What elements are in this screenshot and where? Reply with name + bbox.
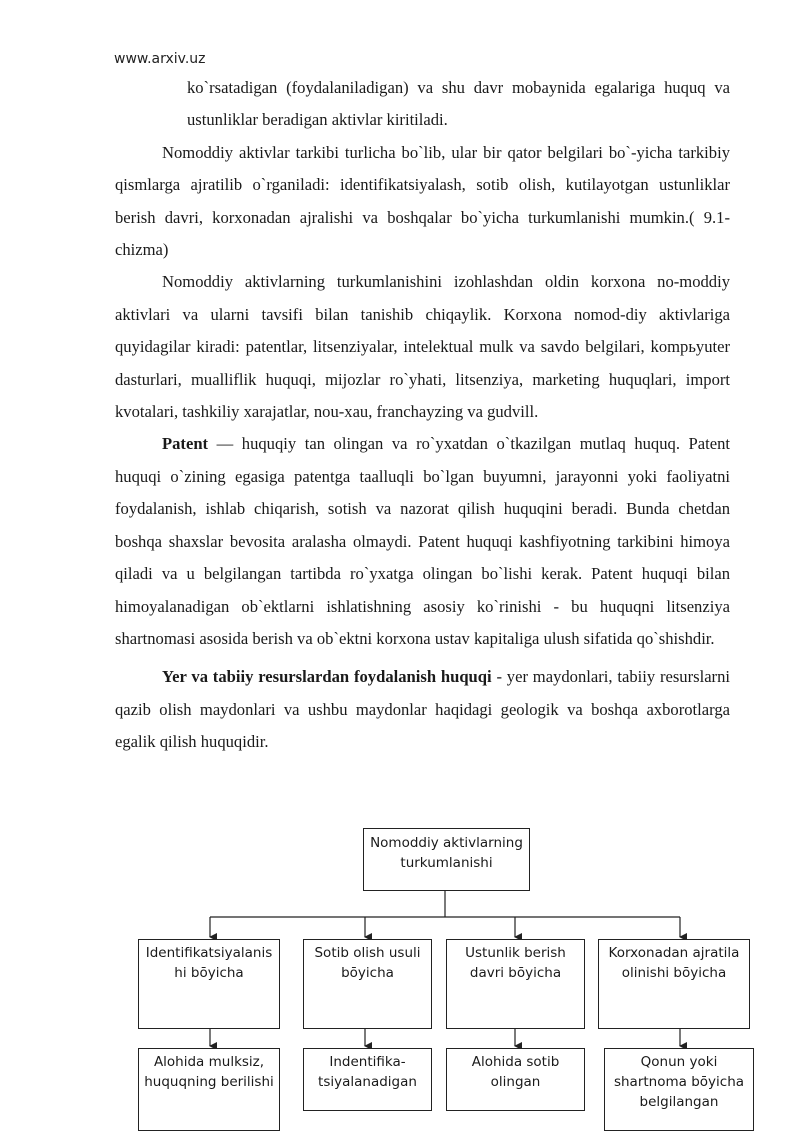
subitem-box-purchased: Alohida sotib olingan [446, 1048, 585, 1111]
paragraph-land-rights [115, 661, 730, 758]
term-patent: Patent [162, 434, 209, 454]
paragraph-patent [115, 428, 730, 655]
category-box-identification: Identifikatsiyalanis hi bо̄yicha [138, 939, 280, 1029]
site-watermark: www.arxiv.uz [114, 51, 206, 67]
patent-definition: — huquqiy tan olingan va ro`yxatdan o`tkazilgan mutlaq huquq. Patent huquqi o`zining egasiga patentga taalluqli bo`lgan buyumni, jarayonni yoki faoliyatni foydalanish, ishlab chiqarish, sotish va nazorat qilish huquqini beradi. Bunda chetdan boshqa shaxslar bevosita aralasha olmaydi. Patent huquqi kashfiyotning tarkibini himoya qiladi va u belgilangan tartibda ro`yxatga olingan bo`lishi kerak. Patent huquqi bilan himoyalanadigan ob`ektlarni ishlatishning asosiy ko`rinishi - bu huquqni litsenziya shartnomasi asosida berish va ob`ektni korxona ustav kapitaliga ulush sifatida qo`shishdir. [115, 434, 730, 648]
category-box-benefit-period: Ustunlik berish davri bо̄yicha [446, 939, 585, 1029]
subitem-box-legal-contract: Qonun yoki shartnoma bо̄yicha belgilangan [604, 1048, 754, 1131]
document-body [115, 72, 730, 759]
category-box-acquisition: Sotib olish usuli bо̄yicha [303, 939, 432, 1029]
subitem-box-identifiable: Indentifika-tsiyalanadigan [303, 1048, 432, 1111]
paragraph-continuation: ko`rsatadigan (foydalaniladigan) va shu davr mobaynida egalariga huquq va ustunliklar beradigan aktivlar kiritiladi. [187, 78, 730, 130]
land-rights-definition: - yer maydonlari, tabiiy resurslarni qazib olish maydonlari va ushbu maydonlar haqidagi geologik va boshqa axborotlarga egalik qilish huquqidir. [115, 667, 730, 752]
diagram-root-box: Nomoddiy aktivlarning turkumlanishi [363, 828, 530, 891]
subitem-box-rights-transfer: Alohida mulksiz, huquqning berilishi [138, 1048, 280, 1131]
category-box-separability: Korxonadan ajratila olinishi bо̄yicha [598, 939, 750, 1029]
paragraph-intangible-list: Nomoddiy aktivlarning turkumlanishini izohlashdan oldin korxona no-moddiy aktivlari va ularni tavsifi bilan tanishib chiqaylik. Korxona nomod-diy aktivlariga quyidagilar kiradi: patentlar, litsenziyalar, intelektual mulk va savdo belgilari, kompьyuter dasturlari, mualliflik huquqi, mijozlar ro`yhati, litsenziya, marketing huquqlari, import kvotalari, tashkiliy xarajatlar, nou-xau, franchayzing va gudvill. [115, 272, 730, 422]
term-land-rights: Yer va tabiiy resurslardan foydalanish huquqi [162, 667, 492, 687]
paragraph-composition: Nomoddiy aktivlar tarkibi turlicha bo`lib, ular bir qator belgilari bo`-yicha tarkibiy qismlarga ajratilib o`rganiladi: identifikatsiyalash, sotib olish, kutilayotgan ustunliklar berish davri, korxonadan ajralishi va boshqalar bo`yicha turkumlanishi mumkin.( 9.1-chizma) [115, 142, 730, 260]
